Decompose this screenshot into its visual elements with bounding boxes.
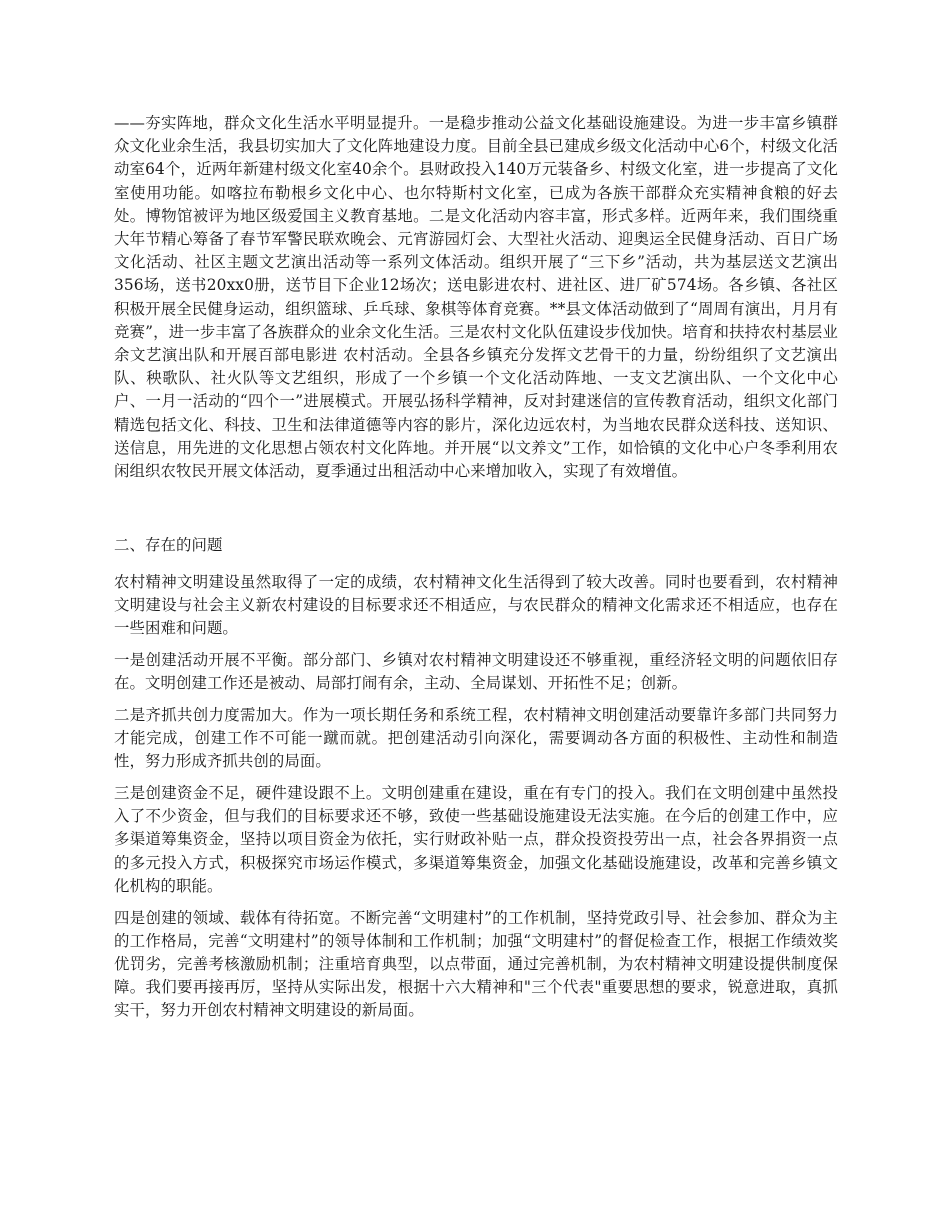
- body-paragraph-3: 二是齐抓共创力度需加大。作为一项长期任务和系统工程，农村精神文明创建活动要靠许多部门共同努力才能完成，创建工作不可能一蹴而就。把创建活动引向深化，需要调动各方面的积极性、主动性和制造性，努力形成齐抓共创的局面。: [114, 705, 838, 771]
- body-paragraph-2: 一是创建活动开展不平衡。部分部门、乡镇对农村精神文明建设还不够重视，重经济轻文明的问题依旧存在。文明创建工作还是被动、局部打闹有余，主动、全局谋划、开拓性不足；创新。: [114, 651, 838, 693]
- body-paragraph-4: 三是创建资金不足，硬件建设跟不上。文明创建重在建设，重在有专门的投入。我们在文明创建中虽然投入了不少资金，但与我们的目标要求还不够，致使一些基础设施建设无法实施。在今后的创建工作中，应多渠道筹集资金，坚持以项目资金为依托，实行财政补贴一点，群众投资投劳出一点，社会各界捐资一点的多元投入方式，积极探究市场运作模式，多渠道筹集资金，加强文化基础设施建设，改革和完善乡镇文化机构的职能。: [114, 784, 838, 895]
- section-gap: [114, 492, 838, 534]
- document-page: [114, 112, 838, 1031]
- section-heading: 二、存在的问题: [114, 535, 223, 554]
- body-paragraph-1: 农村精神文明建设虽然取得了一定的成绩，农村精神文化生活得到了较大改善。同时也要看到，农村精神文明建设与社会主义新农村建设的目标要求还不相适应，与农民群众的精神文化需求还不相适应，也存在一些困难和问题。: [114, 572, 838, 638]
- body-paragraph-5: 四是创建的领域、载体有待拓宽。不断完善“文明建村”的工作机制，坚持党政引导、社会参加、群众为主的工作格局，完善“文明建村”的领导体制和工作机制；加强“文明建村”的督促检查工作，根据工作绩效奖优罚劣，完善考核激励机制；注重培育典型，以点带面，通过完善机制，为农村精神文明建设提供制度保障。我们要再接再厉，坚持从实际出发，根据十六大精神和"三个代表"重要思想的要求，锐意进取，真抓实干，努力开创农村精神文明建设的新局面。: [114, 908, 838, 1020]
- intro-paragraph: ——夯实阵地，群众文化生活水平明显提升。一是稳步推动公益文化基础设施建设。为进一步丰富乡镇群众文化业余生活，我县切实加大了文化阵地建设力度。目前全县已建成乡级文化活动中心6个，村级文化活动室64个，近两年新建村级文化室40余个。县财政投入140万元装备乡、村级文化室，进一步提高了文化室使用功能。如喀拉布勒根乡文化中心、也尔特斯村文化室，已成为各族干部群众充实精神食粮的好去处。博物馆被评为地区级爱国主义教育基地。二是文化活动内容丰富，形式多样。近两年来，我们围绕重大年节精心筹备了春节军警民联欢晚会、元宵游园灯会、大型社火活动、迎奥运全民健身活动、百日广场文化活动、社区主题文艺演出活动等一系列文体活动。组织开展了“三下乡”活动，共为基层送文艺演出356场，送书20xx0册，送节目下企业12场次；送电影进农村、进社区、进厂矿574场。各乡镇、各社区积极开展全民健身运动，组织篮球、乒乓球、象棋等体育竞赛。**县文体活动做到了“周周有演出，月月有竞赛”，进一步丰富了各族群众的业余文化生活。三是农村文化队伍建设步伐加快。培育和扶持农村基层业余文艺演出队和开展百部电影进 农村活动。全县各乡镇充分发挥文艺骨干的力量，纷纷组织了文艺演出队、秧歌队、社火队等文艺组织，形成了一个乡镇一个文化活动阵地、一支文艺演出队、一个文化中心户、一月一活动的“四个一”进展模式。开展弘扬科学精神，反对封建迷信的宣传教育活动，组织文化部门精选包括文化、科技、卫生和法律道德等内容的影片，深化边远农村，为当地农民群众送科技、送知识、送信息，用先进的文化思想占领农村文化阵地。并开展“以文养文”工作，如恰镇的文化中心户冬季利用农闲组织农牧民开展文体活动，夏季通过出租活动中心来增加收入，实现了有效增值。: [114, 114, 838, 481]
